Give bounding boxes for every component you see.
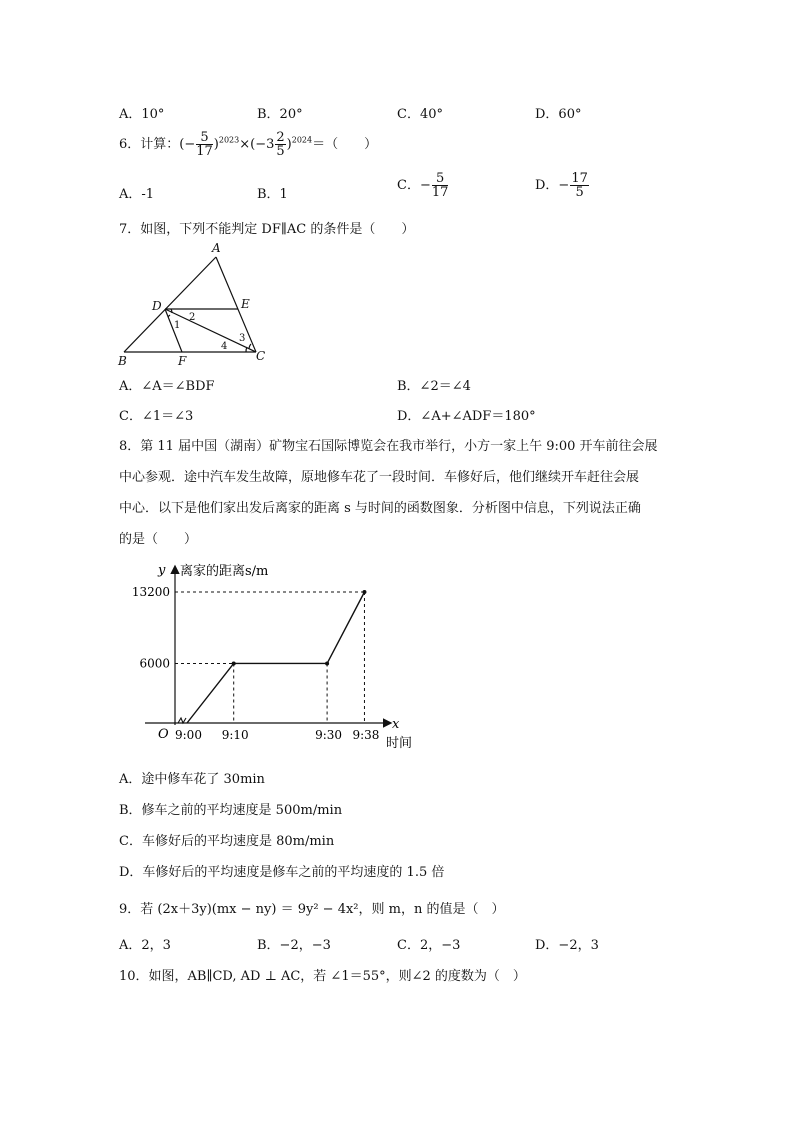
q7-option-b: B．∠2＝∠4: [397, 379, 471, 394]
q7-triangle-diagram: [110, 240, 290, 370]
q7-option-a: A．∠A＝∠BDF: [119, 379, 215, 394]
q8-distance-time-chart: [110, 555, 430, 755]
q6-fraction-2: $\frac{2}{5}$: [276, 130, 285, 159]
label-a: A: [212, 241, 221, 255]
x-tick-label: 9:30: [315, 728, 343, 742]
q8-line-1: 8．第 11 届中国（湖南）矿物宝石国际博览会在我市举行，小方一家上午 9:00 开车前往会展: [119, 439, 658, 454]
q5-option-b: B．20°: [257, 107, 303, 122]
label-angle-1: 1: [174, 320, 181, 331]
label-b: B: [118, 354, 127, 368]
q8-line-2: 中心参观．途中汽车发生故障，原地修车花了一段时间．车修好后，他们继续开车赶往会展: [119, 470, 640, 485]
line-ab: [124, 257, 216, 352]
q6-exponent-2: 2024: [291, 135, 313, 145]
data-point-9:10: [232, 661, 236, 665]
data-point-9:30: [325, 661, 329, 665]
q6-option-b: B．1: [257, 187, 288, 202]
origin-label: O: [158, 727, 169, 742]
q5-option-d: D．60°: [535, 107, 582, 122]
q6-option-a: A．-1: [119, 187, 155, 202]
q6-fraction-1: $\frac{5}{17}$: [196, 130, 213, 159]
x-tick-labels: [175, 728, 379, 742]
q8-option-a: A．途中修车花了 30min: [119, 772, 265, 787]
x-axis-letter: x: [392, 717, 400, 732]
y-axis-letter: y: [158, 563, 166, 578]
q7-option-c: C．∠1＝∠3: [119, 409, 194, 424]
q6-suffix: ＝（ ）: [312, 137, 378, 152]
series-line: [187, 592, 364, 723]
q10-stem: 10．如图，AB∥CD, AD ⊥ AC，若 ∠1＝55°，则∠2 的度数为（ ）: [119, 969, 526, 984]
label-angle-4: 4: [221, 341, 228, 352]
x-axis-label: 时间: [386, 736, 413, 751]
y-tick-labels: [132, 585, 170, 670]
q8-option-d: D．车修好后的平均速度是修车之前的平均速度的 1.5 倍: [119, 865, 445, 880]
angle-arc-3: [249, 344, 251, 349]
q5-option-a: A．10°: [119, 107, 165, 122]
x-tick-label: 9:38: [352, 728, 380, 742]
label-angle-3: 3: [239, 333, 246, 344]
angle-arc-4: [246, 347, 247, 352]
q8-line-3: 中心．以下是他们家出发后离家的距离 s 与时间的函数图象．分析图中信息，下列说法正确: [119, 501, 641, 516]
x-tick-label: 9:00: [175, 728, 202, 742]
q9-stem: 9．若 (2x＋3y)(mx − ny) ＝ 9y² − 4x²，则 m，n 的值是（ ）: [119, 902, 505, 917]
guide-lines: [175, 592, 364, 723]
q9-option-b: B．−2，−3: [257, 938, 331, 953]
q7-option-d: D．∠A+∠ADF＝180°: [397, 409, 536, 424]
line-ac: [216, 257, 256, 352]
q6-mid: ×(−3: [239, 137, 275, 152]
axis-break-mark: [178, 718, 186, 723]
q6-option-d: D．− $\frac{17}{5}$: [535, 171, 588, 200]
q9-option-d: D．−2，3: [535, 938, 599, 953]
q6-exponent-1: 2023: [218, 135, 240, 145]
q5-option-c: C．40°: [397, 107, 443, 122]
label-angle-2: 2: [189, 312, 196, 323]
q8-line-4: 的是（ ）: [119, 532, 198, 547]
q6-stem: 6．计算：(− $\frac{5}{17}$ )$^{2023}$×(−3 $\frac{2}{5}$ )$^{2024}$＝（ ）: [119, 130, 378, 159]
x-tick-label: 9:10: [221, 728, 249, 742]
q7-stem: 7．如图，下列不能判定 DF∥AC 的条件是（ ）: [119, 222, 415, 237]
q8-option-c: C．车修好后的平均速度是 80m/min: [119, 834, 335, 849]
y-tick-label: 6000: [139, 656, 170, 671]
q9-option-a: A．2，3: [119, 938, 171, 953]
y-tick-label: 13200: [131, 585, 170, 599]
label-f: F: [178, 354, 187, 368]
y-axis-label: 离家的距离s/m: [180, 564, 269, 579]
data-point-9:38: [362, 590, 366, 594]
label-e: E: [241, 297, 250, 311]
q8-option-b: B．修车之前的平均速度是 500m/min: [119, 803, 343, 818]
label-c: C: [256, 349, 266, 363]
label-d: D: [152, 299, 162, 313]
q9-option-c: C．2，−3: [397, 938, 461, 953]
angle-arc-1: [168, 315, 170, 317]
q6-option-c: C．− $\frac{5}{17}$: [397, 171, 449, 200]
q6-prefix: 6．计算：(−: [119, 137, 196, 152]
